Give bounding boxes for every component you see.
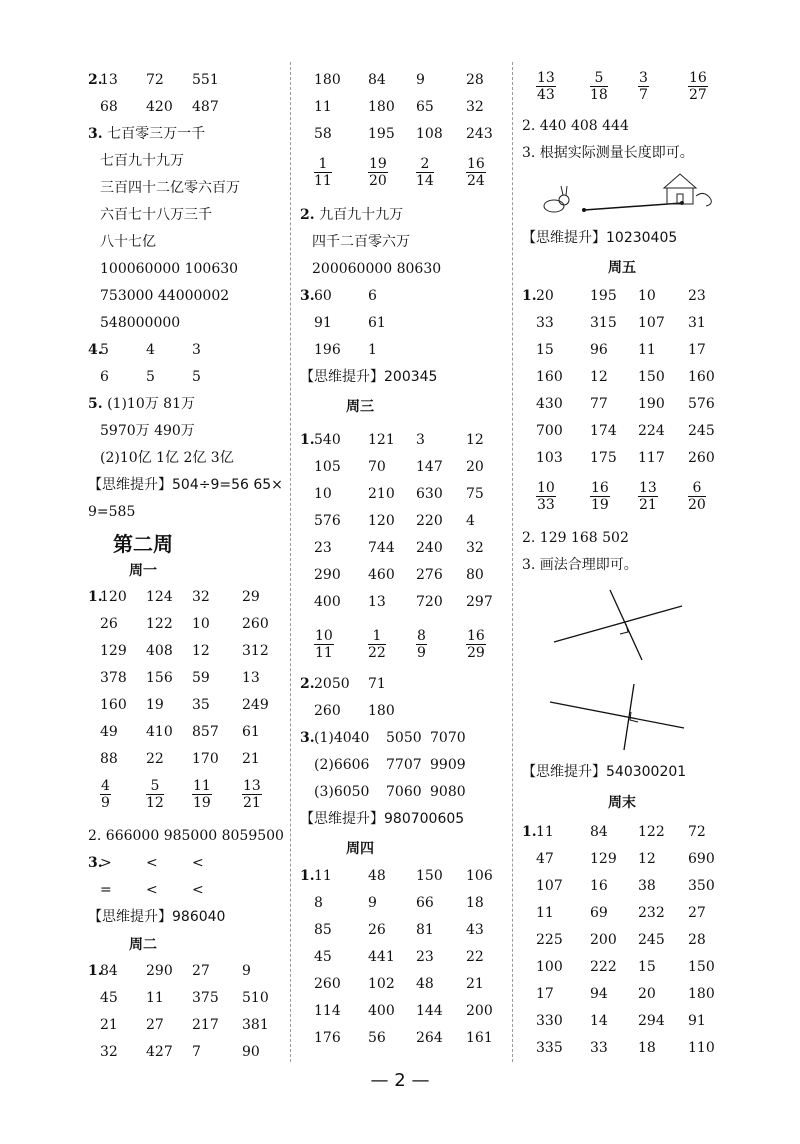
table-cell: 45 — [100, 990, 118, 1006]
fraction — [242, 778, 262, 811]
fraction — [688, 480, 706, 513]
table-cell: 245 — [688, 423, 715, 439]
fraction-denominator: 43 — [537, 87, 555, 103]
table-row — [88, 961, 251, 981]
fraction-denominator: 24 — [467, 173, 485, 189]
perpendicular-drawing — [542, 584, 692, 764]
table-cell: 720 — [416, 594, 443, 610]
table-cell: 378 — [100, 670, 127, 686]
fraction-numerator: 1 — [314, 156, 332, 173]
table-cell: 77 — [590, 396, 608, 412]
table-cell: 33 — [590, 1040, 608, 1056]
table-cell: 48 — [368, 868, 386, 884]
table-cell: 160 — [100, 697, 127, 713]
table-row — [300, 866, 493, 886]
thinking-box: 【思维提升】504÷9=56 65× — [88, 477, 283, 493]
table-cell: 11 — [314, 99, 332, 115]
fraction — [536, 70, 556, 103]
table-cell: 180 — [688, 986, 715, 1002]
table-cell: 430 — [536, 396, 563, 412]
table-cell: 47 — [536, 851, 554, 867]
table-cell: 22 — [466, 949, 484, 965]
table-cell: 80 — [466, 567, 484, 583]
table-cell: 129 — [100, 643, 127, 659]
tue-q3-row: 3. 60 6 — [300, 288, 377, 304]
table-cell: 16 — [590, 878, 608, 894]
table-cell: 29 — [242, 589, 260, 605]
table-cell: 20 — [638, 986, 656, 1002]
table-cell: 381 — [242, 1017, 269, 1033]
table-cell: 857 — [192, 724, 219, 740]
column-divider-1 — [290, 62, 291, 1062]
fraction-denominator: 14 — [416, 173, 434, 189]
table-cell: 32 — [192, 589, 210, 605]
table-cell: 156 — [146, 670, 173, 686]
q3-line: 七百九十九万 — [100, 153, 184, 169]
table-cell: 32 — [100, 1044, 118, 1060]
table-cell: 297 — [466, 594, 493, 610]
table-row — [300, 430, 484, 450]
day-title-tue: 周二 — [129, 937, 157, 953]
table-cell: 150 — [688, 959, 715, 975]
q5-line: (2)10亿 1亿 2亿 3亿 — [100, 450, 234, 466]
table-cell: 232 — [638, 905, 665, 921]
house-icon — [664, 174, 711, 206]
table-cell: 122 — [638, 824, 665, 840]
table-cell: 224 — [638, 423, 665, 439]
table-cell: 65 — [416, 99, 434, 115]
thu-q2: 2. 440 408 444 — [522, 118, 629, 134]
table-cell: 19 — [146, 697, 164, 713]
question-number: 1. — [300, 432, 315, 448]
table-cell: 576 — [314, 513, 341, 529]
table-row — [522, 822, 706, 842]
table-cell: 85 — [314, 922, 332, 938]
fraction — [314, 628, 334, 661]
fraction-denominator: 19 — [591, 497, 609, 513]
page-number: — 2 — — [370, 1070, 430, 1091]
fraction-denominator: 20 — [369, 173, 387, 189]
table-cell: 150 — [638, 369, 665, 385]
table-cell: 225 — [536, 932, 563, 948]
table-cell: 335 — [536, 1040, 563, 1056]
q2-row: 2. 13 72 551 — [88, 72, 219, 88]
table-cell: 8 — [314, 895, 323, 911]
q3-line: 100060000 100630 — [100, 261, 239, 277]
week-title: 第二周 — [113, 532, 173, 556]
fraction — [416, 628, 427, 661]
fraction-numerator: 8 — [417, 628, 426, 644]
q5-line: 5. (1)10万 81万 — [88, 396, 195, 412]
table-cell: 400 — [314, 594, 341, 610]
table-cell: 408 — [146, 643, 173, 659]
table-cell: 4 — [466, 513, 475, 529]
table-cell: 427 — [146, 1044, 173, 1060]
table-cell: 84 — [100, 963, 118, 979]
table-cell: 161 — [466, 1030, 493, 1046]
table-cell: 103 — [536, 450, 563, 466]
table-cell: 69 — [590, 905, 608, 921]
table-row — [522, 286, 706, 306]
table-cell: 245 — [638, 932, 665, 948]
fraction-numerator: 11 — [193, 778, 211, 794]
fraction — [638, 70, 649, 103]
table-cell: 38 — [638, 878, 656, 894]
thinking-box-cont: 9=585 — [88, 504, 136, 520]
table-cell: 10 — [314, 486, 332, 502]
wed-q3-line: 3. (1)4040 5050 7070 — [300, 730, 466, 746]
day-title-fri: 周五 — [608, 260, 636, 276]
fraction — [466, 156, 486, 189]
table-cell: 107 — [536, 878, 563, 894]
mon-q3-row: 3. > < < — [88, 855, 204, 871]
table-cell: 90 — [242, 1044, 260, 1060]
fraction-numerator: 19 — [369, 156, 387, 172]
table-cell: 290 — [314, 567, 341, 583]
fraction — [368, 156, 388, 189]
fraction-numerator: 10 — [315, 628, 333, 644]
table-cell: 9 — [416, 72, 425, 88]
table-cell: 290 — [146, 963, 173, 979]
table-cell: 61 — [242, 724, 260, 740]
question-number: 1. — [522, 288, 537, 304]
fraction-denominator: 27 — [689, 87, 707, 103]
table-cell: 26 — [368, 922, 386, 938]
table-cell: 700 — [536, 423, 563, 439]
table-cell: 26 — [100, 616, 118, 632]
fraction-denominator: 33 — [537, 497, 555, 513]
table-cell: 350 — [688, 878, 715, 894]
table-cell: 9 — [242, 963, 251, 979]
table-cell: 222 — [590, 959, 617, 975]
table-cell: 70 — [368, 459, 386, 475]
fraction-denominator: 21 — [639, 497, 657, 513]
fraction-numerator: 16 — [467, 628, 485, 644]
fraction — [688, 70, 708, 103]
fraction — [416, 156, 434, 189]
fraction-denominator: 11 — [315, 645, 333, 661]
fraction-numerator: 3 — [639, 70, 648, 86]
table-cell: 72 — [688, 824, 706, 840]
fraction-denominator: 19 — [193, 795, 211, 811]
table-cell: 240 — [416, 540, 443, 556]
table-cell: 129 — [590, 851, 617, 867]
table-cell: 375 — [192, 990, 219, 1006]
table-cell: 108 — [416, 126, 443, 142]
tue-q2-line: 200060000 80630 — [312, 261, 442, 277]
question-number: 1. — [88, 963, 103, 979]
q3-line: 六百七十八万三千 — [100, 207, 212, 223]
fraction-numerator: 10 — [537, 480, 555, 496]
table-cell: 460 — [368, 567, 395, 583]
fraction-numerator: 13 — [243, 778, 261, 794]
fraction-denominator: 7 — [639, 87, 648, 103]
fraction-numerator: 13 — [537, 70, 555, 86]
table-cell: 210 — [368, 486, 395, 502]
thu-q3: 3. 根据实际测量长度即可。 — [522, 145, 694, 161]
table-cell: 28 — [466, 72, 484, 88]
table-cell: 43 — [466, 922, 484, 938]
table-cell: 121 — [368, 432, 395, 448]
table-cell: 170 — [192, 751, 219, 767]
table-cell: 18 — [638, 1040, 656, 1056]
table-cell: 630 — [416, 486, 443, 502]
fraction — [100, 778, 111, 811]
fraction-denominator: 21 — [243, 795, 261, 811]
q3-line: 3. 七百零三万一千 — [88, 126, 206, 142]
table-cell: 27 — [146, 1017, 164, 1033]
table-cell: 176 — [314, 1030, 341, 1046]
table-cell: 3 — [416, 432, 425, 448]
table-cell: 10 — [638, 288, 656, 304]
fri-q2: 2. 129 168 502 — [522, 530, 629, 546]
table-cell: 96 — [590, 342, 608, 358]
mon-q2: 2. 666000 985000 8059500 — [88, 828, 284, 844]
fraction-numerator: 2 — [416, 156, 434, 173]
fraction — [314, 156, 332, 189]
day-title-mon: 周一 — [129, 563, 157, 579]
table-cell: 33 — [536, 315, 554, 331]
q3-line: 753000 44000002 — [100, 288, 230, 304]
day-title-wed: 周三 — [346, 399, 374, 415]
fraction-denominator: 11 — [314, 173, 332, 189]
question-number: 1. — [522, 824, 537, 840]
q3-line: 三百四十二亿零六百万 — [100, 180, 240, 196]
q4-row: 4. 5 4 3 — [88, 342, 201, 358]
table-row — [88, 587, 260, 607]
table-cell: 174 — [590, 423, 617, 439]
table-cell: 441 — [368, 949, 395, 965]
q3-line: 548000000 — [100, 315, 181, 331]
table-cell: 217 — [192, 1017, 219, 1033]
table-cell: 31 — [688, 315, 706, 331]
table-cell: 23 — [314, 540, 332, 556]
table-cell: 410 — [146, 724, 173, 740]
table-cell: 160 — [688, 369, 715, 385]
table-cell: 15 — [638, 959, 656, 975]
table-cell: 106 — [466, 868, 493, 884]
table-cell: 195 — [590, 288, 617, 304]
table-cell: 27 — [688, 905, 706, 921]
table-cell: 22 — [146, 751, 164, 767]
fraction-numerator: 5 — [146, 778, 164, 795]
table-cell: 32 — [466, 540, 484, 556]
fraction — [466, 628, 486, 661]
table-cell: 264 — [416, 1030, 443, 1046]
table-cell: 147 — [416, 459, 443, 475]
table-cell: 243 — [466, 126, 493, 142]
fraction-denominator: 20 — [688, 497, 706, 513]
table-cell: 315 — [590, 315, 617, 331]
table-cell: 144 — [416, 1003, 443, 1019]
table-cell: 88 — [100, 751, 118, 767]
table-cell: 9 — [368, 895, 377, 911]
table-cell: 59 — [192, 670, 210, 686]
table-cell: 540 — [314, 432, 341, 448]
tue-q2-line: 2. 九百九十九万 — [300, 207, 404, 223]
fraction — [638, 480, 658, 513]
table-cell: 195 — [368, 126, 395, 142]
table-cell: 12 — [638, 851, 656, 867]
day-title-weekend: 周末 — [608, 795, 636, 811]
table-cell: 66 — [416, 895, 434, 911]
table-cell: 20 — [466, 459, 484, 475]
fraction-numerator: 5 — [590, 70, 608, 87]
fraction-denominator: 18 — [590, 87, 608, 103]
fri-q3: 3. 画法合理即可。 — [522, 557, 638, 573]
table-cell: 260 — [688, 450, 715, 466]
table-cell: 107 — [638, 315, 665, 331]
table-cell: 84 — [590, 824, 608, 840]
column-divider-2 — [512, 62, 513, 1062]
fraction — [368, 628, 386, 661]
table-cell: 12 — [590, 369, 608, 385]
table-cell: 81 — [416, 922, 434, 938]
table-cell: 11 — [536, 824, 554, 840]
table-cell: 28 — [688, 932, 706, 948]
table-cell: 102 — [368, 976, 395, 992]
table-cell: 20 — [536, 288, 554, 304]
fraction-numerator: 16 — [467, 156, 485, 172]
table-cell: 91 — [688, 1013, 706, 1029]
table-cell: 510 — [242, 990, 269, 1006]
table-cell: 21 — [466, 976, 484, 992]
question-number: 1. — [300, 868, 315, 884]
fraction-numerator: 16 — [689, 70, 707, 86]
fraction-numerator: 4 — [101, 778, 110, 794]
table-cell: 27 — [192, 963, 210, 979]
measure-illustration — [536, 166, 716, 216]
table-cell: 10 — [192, 616, 210, 632]
table-cell: 120 — [368, 513, 395, 529]
table-cell: 120 — [100, 589, 127, 605]
thinking-box: 【思维提升】540300201 — [522, 764, 687, 780]
table-cell: 75 — [466, 486, 484, 502]
table-cell: 105 — [314, 459, 341, 475]
table-cell: 249 — [242, 697, 269, 713]
table-cell: 122 — [146, 616, 173, 632]
table-cell: 23 — [416, 949, 434, 965]
table-cell: 11 — [638, 342, 656, 358]
table-cell: 160 — [536, 369, 563, 385]
table-cell: 400 — [368, 1003, 395, 1019]
table-cell: 84 — [368, 72, 386, 88]
day-title-thu: 周四 — [346, 841, 374, 857]
table-cell: 180 — [368, 99, 395, 115]
table-cell: 13 — [368, 594, 386, 610]
table-cell: 11 — [536, 905, 554, 921]
fraction-numerator: 1 — [368, 628, 386, 645]
table-cell: 744 — [368, 540, 395, 556]
q5-line: 5970万 490万 — [100, 423, 195, 439]
table-cell: 32 — [466, 99, 484, 115]
fraction — [536, 480, 556, 513]
tue-q2-line: 四千二百零六万 — [312, 234, 410, 250]
rabbit-icon — [544, 186, 569, 212]
table-cell: 150 — [416, 868, 443, 884]
table-cell: 312 — [242, 643, 269, 659]
table-cell: 12 — [466, 432, 484, 448]
wed-q2-row: 2. 2050 71 — [300, 676, 386, 692]
table-cell: 220 — [416, 513, 443, 529]
table-cell: 294 — [638, 1013, 665, 1029]
table-cell: 18 — [466, 895, 484, 911]
fraction-denominator: 22 — [368, 645, 386, 661]
fraction-denominator: 29 — [467, 645, 485, 661]
table-cell: 14 — [590, 1013, 608, 1029]
fraction — [192, 778, 212, 811]
table-cell: 100 — [536, 959, 563, 975]
table-cell: 11 — [146, 990, 164, 1006]
fraction-denominator: 9 — [417, 645, 426, 661]
table-cell: 175 — [590, 450, 617, 466]
table-cell: 56 — [368, 1030, 386, 1046]
thinking-box: 【思维提升】200345 — [300, 369, 438, 385]
table-cell: 35 — [192, 697, 210, 713]
table-cell: 45 — [314, 949, 332, 965]
table-cell: 17 — [536, 986, 554, 1002]
table-cell: 690 — [688, 851, 715, 867]
fraction-denominator: 9 — [101, 795, 110, 811]
table-cell: 7 — [192, 1044, 201, 1060]
table-cell: 180 — [314, 72, 341, 88]
table-cell: 58 — [314, 126, 332, 142]
fraction-numerator: 16 — [591, 480, 609, 496]
table-cell: 11 — [314, 868, 332, 884]
table-cell: 200 — [466, 1003, 493, 1019]
table-cell: 48 — [416, 976, 434, 992]
table-cell: 21 — [242, 751, 260, 767]
table-cell: 200 — [590, 932, 617, 948]
thinking-box: 【思维提升】10230405 — [522, 230, 678, 246]
thinking-box: 【思维提升】986040 — [88, 909, 226, 925]
table-cell: 276 — [416, 567, 443, 583]
table-cell: 117 — [638, 450, 665, 466]
thinking-box: 【思维提升】980700605 — [300, 811, 465, 827]
table-cell: 330 — [536, 1013, 563, 1029]
q3-line: 八十七亿 — [100, 234, 156, 250]
fraction — [590, 70, 608, 103]
table-cell: 576 — [688, 396, 715, 412]
table-cell: 23 — [688, 288, 706, 304]
table-cell: 190 — [638, 396, 665, 412]
table-cell: 114 — [314, 1003, 341, 1019]
table-cell: 12 — [192, 643, 210, 659]
table-cell: 21 — [100, 1017, 118, 1033]
table-cell: 94 — [590, 986, 608, 1002]
question-number: 1. — [88, 589, 103, 605]
table-cell: 260 — [242, 616, 269, 632]
fraction — [146, 778, 164, 811]
fraction-denominator: 12 — [146, 795, 164, 811]
table-cell: 260 — [314, 976, 341, 992]
fraction-numerator: 6 — [688, 480, 706, 497]
fraction — [590, 480, 610, 513]
table-cell: 15 — [536, 342, 554, 358]
table-cell: 110 — [688, 1040, 715, 1056]
table-cell: 49 — [100, 724, 118, 740]
table-cell: 124 — [146, 589, 173, 605]
fraction-numerator: 13 — [639, 480, 657, 496]
table-cell: 17 — [688, 342, 706, 358]
table-cell: 13 — [242, 670, 260, 686]
